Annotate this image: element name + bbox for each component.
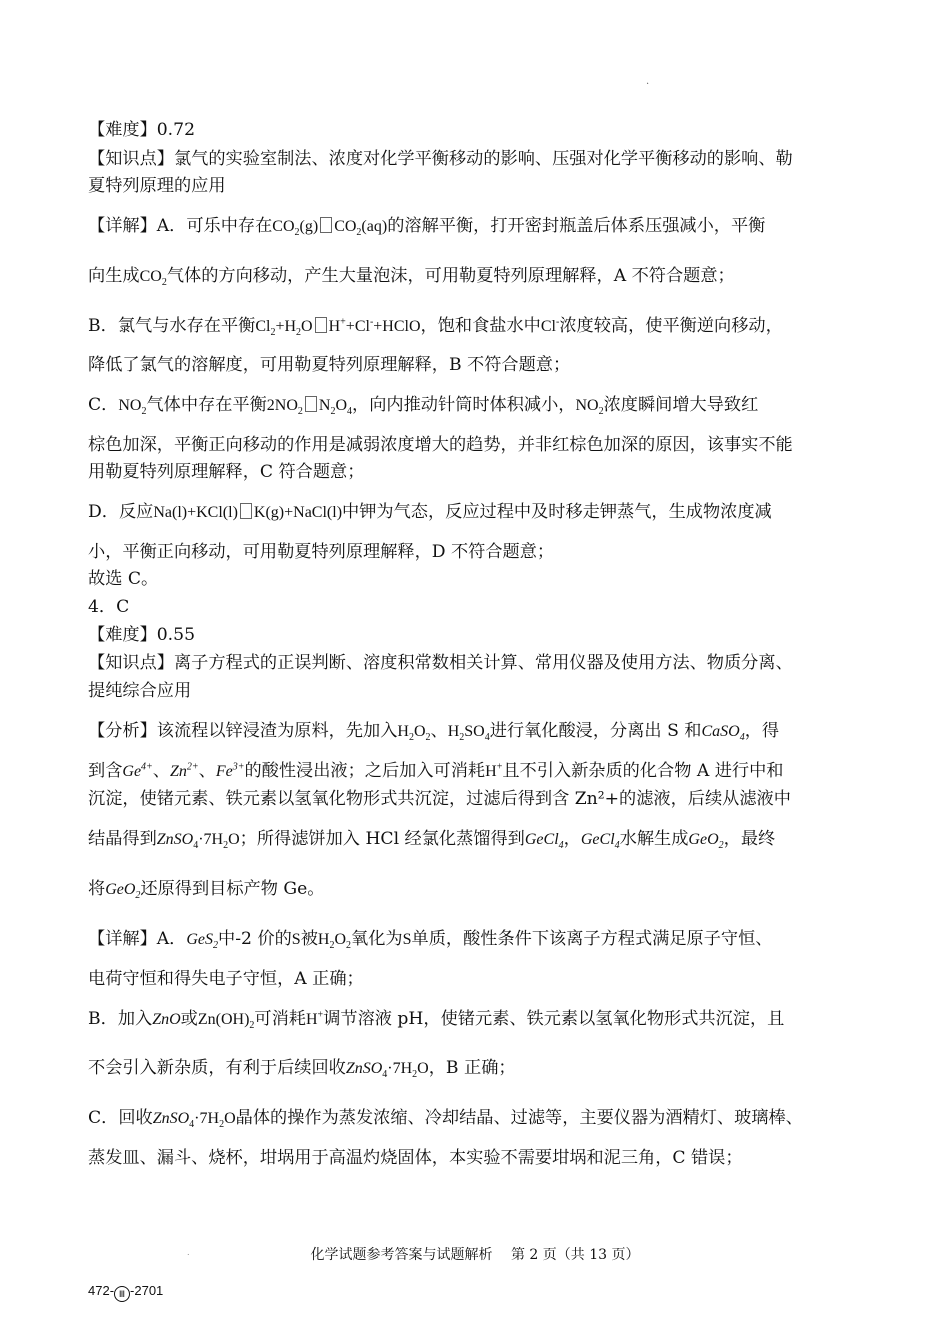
detail-a-line: 【详解】A．可乐中存在$CO_2(g)$ $CO_2(aq)$的溶解平衡，打开密封瓶盖后体系压强减小，平衡 (88, 216, 766, 239)
conclusion-line-3: 故选 C。 (88, 569, 159, 589)
detail4-a-line: 【详解】A．GeS$_2$中-2 价的S被$H_2O_2$氧化为S单质，酸性条件下该离子方程式满足原子守恒、 (88, 929, 773, 952)
paper-code: 472- Ⅲ -2701 (88, 1283, 163, 1302)
detail4-a-line-2: 电荷守恒和得失电子守恒，A 正确； (88, 969, 364, 989)
detail-c-line-3: 用勒夏特列原理解释，C 符合题意； (88, 462, 365, 482)
analysis-line-4: 结晶得到$ZnSO_4\cdot 7H_2O$；所得滤饼加入 HCl 经氯化蒸馏得到GeCl$_4$，GeCl$_4$水解生成GeO$_2$，最终 (88, 829, 776, 852)
circled-numeral: Ⅲ (114, 1286, 130, 1302)
detail-c-line-2: 棕色加深，平衡正向移动的作用是减弱浓度增大的趋势，并非红棕色加深的原因，该事实不能 (88, 435, 793, 455)
answer-4: 4．C (88, 597, 130, 617)
page-footer: 化学试题参考答案与试题解析 第 2 页（共 13 页） (310, 1247, 640, 1263)
detail-d-line-2: 小，平衡正向移动，可用勒夏特列原理解释，D 不符合题意； (88, 542, 555, 562)
analysis-line-5: 将GeO$_2$还原得到目标产物 Ge。 (88, 879, 325, 902)
analysis-line-3: 沉淀，使锗元素、铁元素以氢氧化物形式共沉淀，过滤后得到含 Zn²+的滤液，后续从滤液中 (88, 789, 791, 809)
knowledge-line-3-cont: 夏特列原理的应用 (88, 176, 226, 196)
analysis-line-2: 到含$Ge^{4+}$、$Zn^{2+}$、$Fe^{3+}$的酸性浸出液；之后加入可消耗H+且不引入新杂质的化合物 A 进行中和 (88, 761, 784, 781)
detail4-c-line: C．回收$ZnSO_4\cdot 7H_2O$晶体的操作为蒸发浓缩、冷却结晶、过滤等，主要仪器为酒精灯、玻璃棒、 (88, 1108, 803, 1131)
detail4-c-line-2: 蒸发皿、漏斗、烧杯，坩埚用于高温灼烧固体，本实验不需要坩埚和泥三角，C 错误； (88, 1148, 743, 1168)
knowledge-line-4-cont: 提纯综合应用 (88, 681, 192, 701)
difficulty-line-3: 【难度】0.72 (88, 120, 196, 140)
detail-b-line: B．氯气与水存在平衡$Cl_2+H_2O$ H++Cl-+HClO，饱和食盐水中Cl-浓度较高，使平衡逆向移动， (88, 316, 783, 339)
top-dot: . (646, 76, 650, 87)
detail-a-line-2: 向生成$CO_2$气体的方向移动，产生大量泡沫，可用勒夏特列原理解释，A 不符合题意； (88, 266, 735, 289)
knowledge-line-4: 【知识点】离子方程式的正误判断、溶度积常数相关计算、常用仪器及使用方法、物质分离、 (88, 653, 793, 673)
detail4-b-line: B．加入ZnO或$Zn(OH)_2$可消耗H+调节溶液 pH，使锗元素、铁元素以氢氧化物形式共沉淀，且 (88, 1009, 785, 1032)
detail4-b-line-2: 不会引入新杂质，有利于后续回收$ZnSO_4\cdot 7H_2O$，B 正确； (88, 1058, 516, 1081)
analysis-line-1: 【分析】该流程以锌浸渣为原料，先加入$H_2O_2$、$H_2SO_4$进行氧化酸浸，分离出 S 和CaSO$_4$，得 (88, 721, 780, 744)
difficulty-line-4: 【难度】0.55 (88, 625, 196, 645)
detail-d-line: D．反应Na(l)+KCl(l) K(g)+NaCl(l)中钾为气态，反应过程中及时移走钾蒸气，生成物浓度减 (88, 502, 772, 522)
knowledge-line-3: 【知识点】氯气的实验室制法、浓度对化学平衡移动的影响、压强对化学平衡移动的影响、勒 (88, 149, 793, 169)
footer-dot: . (187, 1248, 190, 1257)
detail-c-line: C．$NO_2$气体中存在平衡$2NO_2$ $N_2O_4$，向内推动针筒时体积减小，$NO_2$浓度瞬间增大导致红 (88, 395, 759, 418)
detail-b-line-2: 降低了氯气的溶解度，可用勒夏特列原理解释，B 不符合题意； (88, 355, 571, 375)
